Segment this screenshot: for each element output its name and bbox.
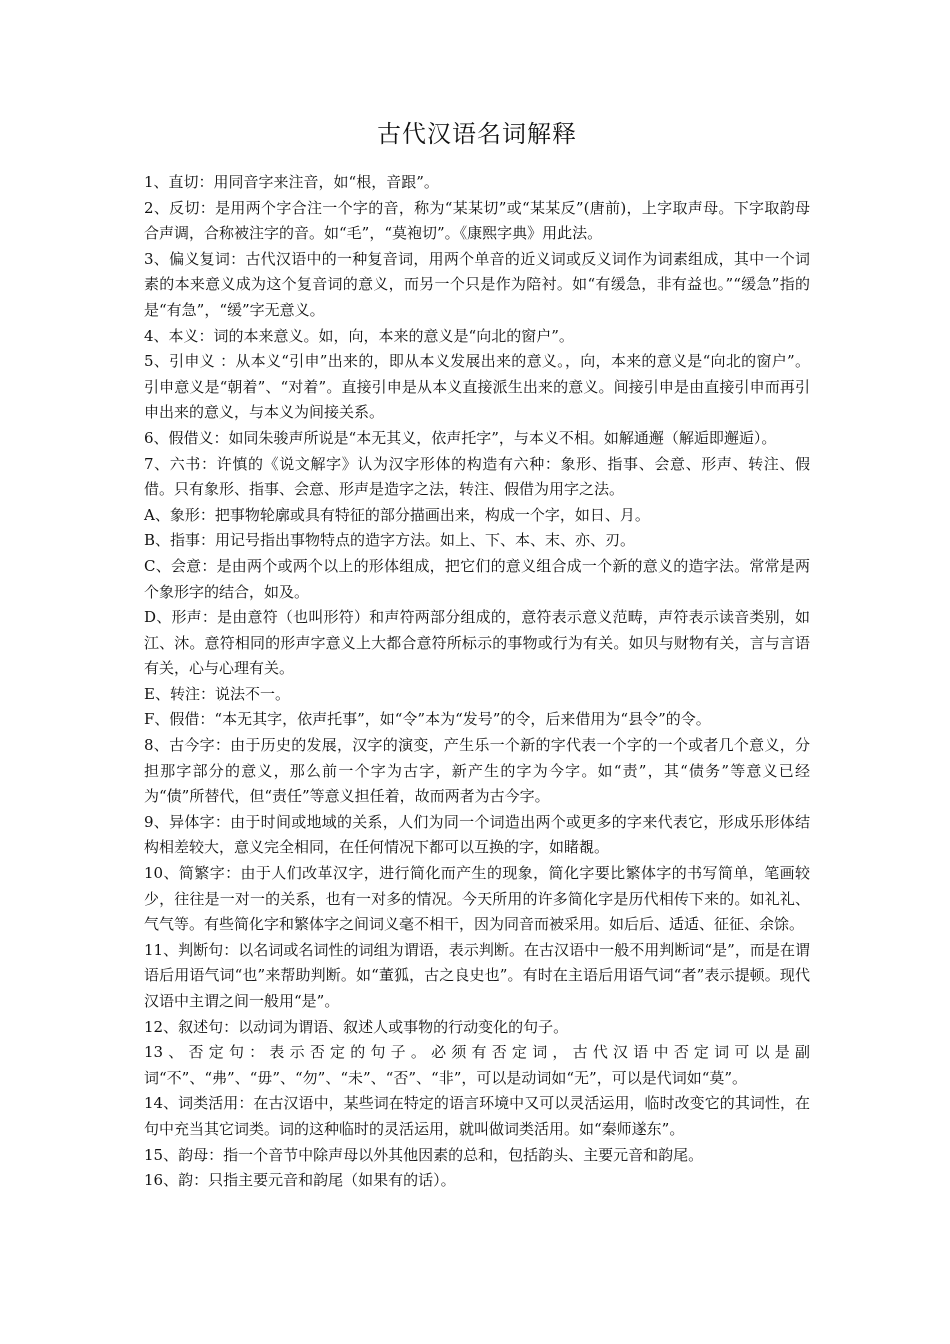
entry-14: 14、词类活用：在古汉语中，某些词在特定的语言环境中又可以灵活运用，临时改变它的其词性，在句中充当其它词类。词的这种临时的灵活运用，就叫做词类活用。如“秦师遂东”。 bbox=[144, 1094, 810, 1138]
entry-15: 15、韵母：指一个音节中除声母以外其他因素的总和，包括韵头、主要元音和韵尾。 bbox=[144, 1145, 704, 1164]
entry-4: 4、本义：词的本来意义。如，向，本来的意义是“向北的窗户”。 bbox=[144, 326, 574, 345]
entry-8: 8、古今字：由于历史的发展，汉字的演变，产生乐一个新的字代表一个字的一个或者几个意义，分担那字部分的意义，那么前一个字为古字，新产生的字为今字。如“责”，其“债务”等意义已经为“债”所替代，但“责任”等意义担任着，故而两者为古今字。 bbox=[144, 736, 810, 806]
entry-11: 11、判断句：以名词或名词性的词组为谓语，表示判断。在古汉语中一般不用判断词“是”，而是在谓语后用语气词“也”来帮助判断。如“董狐，古之良史也”。有时在主语后用语气词“者”表示提顿。现代汉语中主谓之间一般用“是”。 bbox=[144, 940, 810, 1010]
entry-3: 3、偏义复词：古代汉语中的一种复音词，用两个单音的近义词或反义词作为词素组成，其中一个词素的本来意义成为这个复音词的意义，而另一个只是作为陪衬。如“有缓急，非有益也。”“缓急”指的是“有急”，“缓”字无意义。 bbox=[144, 249, 810, 319]
entry-2: 2、反切：是用两个字合注一个字的音，称为“某某切”或“某某反”(唐前)，上字取声母。下字取韵母合声调，合称被注字的音。如“毛”，“莫袍切”。《康熙字典》用此法。 bbox=[144, 198, 810, 243]
entry-1: 1、直切：用同音字来注音，如“根，音跟”。 bbox=[144, 173, 439, 191]
entry-7c: C、会意：是由两个或两个以上的形体组成，把它们的意义组合成一个新的意义的造字法。常常是两个象形字的结合，如及。 bbox=[144, 556, 810, 601]
document-page bbox=[144, 118, 810, 1194]
document-title: 古代汉语名词解释 bbox=[377, 120, 577, 148]
entry-12: 12、叙述句：以动词为谓语、叙述人或事物的行动变化的句子。 bbox=[144, 1017, 569, 1036]
entry-7: 7、六书：许慎的《说文解字》认为汉字形体的构造有六种：象形、指事、会意、形声、转注、假借。只有象形、指事、会意、形声是造字之法，转注、假借为用字之法。 bbox=[144, 454, 810, 499]
entry-13: 13、否定句：表示否定的句子。必须有否定词，古代汉语中否定词可以是副词“不”、“弗”、“毋”、“勿”、“未”、“否”、“非”，可以是动词如“无”，可以是代词如“莫”。 bbox=[144, 1043, 810, 1087]
entry-16: 16、韵：只指主要元音和韵尾（如果有的话）。 bbox=[144, 1171, 456, 1190]
entry-5: 5、引申义 ：从本义“引申”出来的，即从本义发展出来的意义。，向，本来的意义是“向北的窗户”。引申意义是“朝着”、“对着”。直接引申是从本义直接派生出来的意义。间接引申是由直接引申而再引申出来的意义，与本义为间接关系。 bbox=[144, 352, 810, 422]
entry-7b: B、指事：用记号指出事物特点的造字方法。如上、下、本、末、亦、刃。 bbox=[144, 531, 636, 550]
entry-6: 6、假借义：如同朱骏声所说是“本无其义，依声托字”，与本义不相。如解通邂（解逅即邂逅）。 bbox=[144, 428, 777, 447]
entry-7d: D、形声：是由意符（也叫形符）和声符两部分组成的，意符表示意义范畴，声符表示读音类别，如江、沐。意符相同的形声字意义上大都合意符所标示的事物或行为有关。如贝与财物有关，言与言语有关，心与心理有关。 bbox=[144, 608, 810, 678]
entry-7f: F、假借：“本无其字，依声托事”，如“令”本为“发号”的令，后来借用为“县令”的令。 bbox=[144, 710, 711, 729]
entry-list bbox=[144, 170, 810, 1194]
entry-7a: A、象形：把事物轮廓或具有特征的部分描画出来，构成一个字，如日、月。 bbox=[144, 505, 650, 524]
entry-7e: E、转注：说法不一。 bbox=[144, 684, 290, 703]
entry-10: 10、简繁字：由于人们改革汉字，进行简化而产生的现象，简化字要比繁体字的书写简单，笔画较少，往往是一对一的关系，也有一对多的情况。今天所用的许多简化字是历代相传下来的。如礼礼、气气等。有些简化字和繁体字之间词义毫不相干，因为同音而被采用。如后后、适适、征征、余馀。 bbox=[144, 864, 810, 934]
entry-9: 9、异体字：由于时间或地域的关系，人们为同一个词造出两个或更多的字来代表它，形成乐形体结构相差较大，意义完全相同，在任何情况下都可以互换的字，如睹覩。 bbox=[144, 812, 810, 857]
